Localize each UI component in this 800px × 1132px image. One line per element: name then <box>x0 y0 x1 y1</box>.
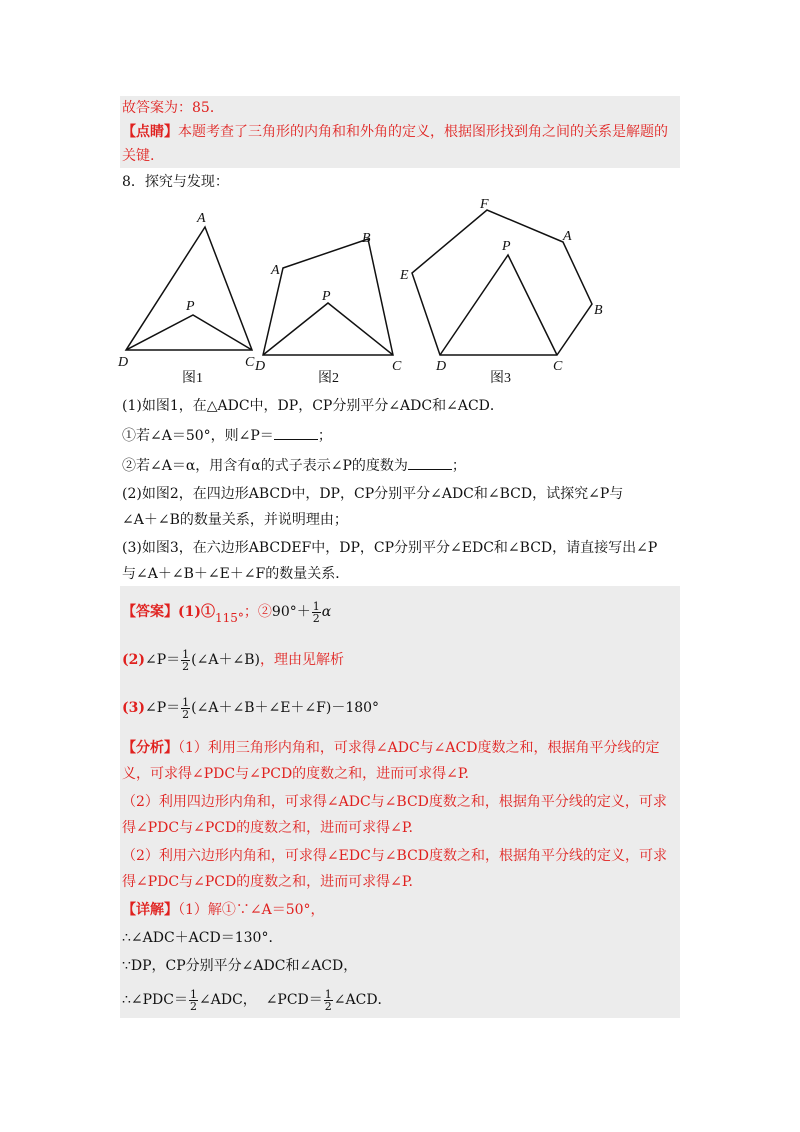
answer-1-expr-pre: 90°＋ <box>271 604 311 620</box>
detail-4b: ∠ADC， <box>199 992 257 1008</box>
answer-line: 故答案为：85． <box>122 100 224 116</box>
analysis-line-2: 义，可求得∠PDC与∠PCD的度数之和，进而可求得∠P. <box>122 766 469 782</box>
fig3-label-D: D <box>436 359 447 374</box>
fraction-denominator: 2 <box>324 999 332 1013</box>
q1a-text: ①若∠A＝50°，则∠P＝ <box>122 428 274 444</box>
fig2-label-P: P <box>322 289 331 304</box>
analysis-tag: 【分析】 <box>122 740 178 756</box>
dianjing-line-2: 关键. <box>122 148 155 164</box>
answer-3 <box>122 694 379 722</box>
detail-line-4 <box>122 986 392 1014</box>
detail-text-1: （1）解①∵∠A＝50°， <box>178 902 325 918</box>
fig3-label-F: F <box>480 197 489 212</box>
answer-2 <box>122 646 344 674</box>
answer-1-prefix: (1)① <box>178 604 215 620</box>
q1b-blank <box>408 457 452 470</box>
analysis-line-6: 得∠PDC与∠PCD的度数之和，进而可求得∠P. <box>122 874 413 890</box>
answer-1-value: 115° <box>215 611 244 625</box>
fig1-label-A: A <box>197 211 206 226</box>
answer-tag: 【答案】 <box>122 604 178 620</box>
dianjing-text-1: 本题考查了三角形的内角和和外角的定义，根据图形找到角之间的关系是解题的 <box>178 124 668 140</box>
answer-3-fraction <box>181 697 190 720</box>
q1b-text: ②若∠A＝α，用含有α的式子表示∠P的度数为 <box>122 458 408 474</box>
fig1-label-P: P <box>186 299 195 314</box>
answer-1-expr-post: α <box>321 604 332 620</box>
question-1: (1)如图1，在△ADC中，DP，CP分别平分∠ADC和∠ACD． <box>122 398 504 414</box>
fraction-numerator: 1 <box>182 647 190 661</box>
answer-2-prefix: (2) <box>122 652 145 668</box>
fig3-label-P: P <box>502 239 511 254</box>
answer-1-fraction <box>312 601 321 624</box>
analysis-line-4: 得∠PDC与∠PCD的度数之和，进而可求得∠P. <box>122 820 413 836</box>
fig1-label-D: D <box>118 355 129 370</box>
fraction-numerator: 1 <box>312 599 320 613</box>
answer-1 <box>122 598 331 632</box>
q1a-blank <box>274 427 318 440</box>
detail-4-fraction-2 <box>324 989 333 1012</box>
q1b-end: ； <box>451 458 466 474</box>
detail-4-fraction-1 <box>189 989 198 1012</box>
dianjing-line-1 <box>122 122 668 142</box>
answer-2-rhs: (∠A＋∠B) <box>191 652 260 668</box>
problem-heading: 8．探究与发现： <box>122 174 229 190</box>
fig2-bisectors <box>263 303 393 355</box>
detail-tag: 【详解】 <box>122 902 178 918</box>
question-1b <box>122 456 466 476</box>
figure-3 <box>399 197 603 386</box>
fig3-bisectors <box>440 255 557 355</box>
analysis-line-3: （2）利用四边形内角和，可求得∠ADC与∠BCD度数之和，根据角平分线的定义，可求 <box>122 794 667 810</box>
answer-3-prefix: (3) <box>122 700 145 716</box>
answer-2-note: ，理由见解析 <box>259 652 344 668</box>
analysis-text-1: （1）利用三角形内角和，可求得∠ADC与∠ACD度数之和，根据角平分线的定 <box>178 740 660 756</box>
question-2-line-1: (2)如图2，在四边形ABCD中，DP，CP分别平分∠ADC和∠BCD，试探究∠P与 <box>122 486 624 502</box>
detail-line-1 <box>122 900 325 920</box>
question-3-line-1: (3)如图3，在六边形ABCDEF中，DP，CP分别平分∠EDC和∠BCD，请直接写出∠P <box>122 540 658 556</box>
fraction-numerator: 1 <box>190 987 197 1001</box>
detail-line-3: ∵DP，CP分别平分∠ADC和∠ACD， <box>122 958 358 974</box>
fig3-label-C: C <box>553 359 563 374</box>
fig2-label-B: B <box>362 231 371 246</box>
dianjing-tag: 【点睛】 <box>122 124 178 140</box>
answer-2-fraction <box>181 649 190 672</box>
q1a-end: ； <box>317 428 332 444</box>
detail-4d: ∠ACD． <box>333 992 392 1008</box>
fraction-denominator: 2 <box>190 999 197 1013</box>
question-2-line-2: ∠A＋∠B的数量关系，并说明理由； <box>122 512 348 528</box>
fig3-label-B: B <box>594 303 603 318</box>
detail-4a: ∴∠PDC＝ <box>122 992 188 1008</box>
fraction-denominator: 2 <box>182 659 190 673</box>
fig2-label-A: A <box>271 263 280 278</box>
fig2-label-C: C <box>392 359 402 374</box>
fig1-label-C: C <box>245 355 255 370</box>
fig3-label-A: A <box>563 229 572 244</box>
answer-3-lhs: ∠P＝ <box>145 700 181 716</box>
figure-1 <box>117 211 255 386</box>
fig3-caption: 图3 <box>490 371 511 386</box>
figure-2 <box>254 231 402 386</box>
question-3-line-2: 与∠A＋∠B＋∠E＋∠F的数量关系． <box>122 566 350 582</box>
detail-line-2: ∴∠ADC＋ACD＝130°． <box>122 930 283 946</box>
detail-4c: ∠PCD＝ <box>265 992 323 1008</box>
fraction-denominator: 2 <box>182 707 190 721</box>
analysis-line-1 <box>122 738 659 758</box>
answer-2-lhs: ∠P＝ <box>145 652 181 668</box>
analysis-line-5: （2）利用六边形内角和，可求得∠EDC与∠BCD度数之和，根据角平分线的定义，可求 <box>122 848 668 864</box>
question-1a <box>122 426 332 446</box>
fig2-label-D: D <box>255 359 266 374</box>
figures <box>0 190 800 390</box>
fig1-triangle <box>126 227 252 350</box>
fraction-numerator: 1 <box>324 987 332 1001</box>
fraction-denominator: 2 <box>312 611 320 625</box>
fig3-label-E: E <box>400 268 409 283</box>
fig2-caption: 图2 <box>318 371 339 386</box>
answer-3-rhs: (∠A＋∠B＋∠E＋∠F)－180° <box>191 700 380 716</box>
fraction-numerator: 1 <box>182 695 190 709</box>
answer-1-sep: ；② <box>243 604 272 620</box>
fig1-caption: 图1 <box>182 371 203 386</box>
